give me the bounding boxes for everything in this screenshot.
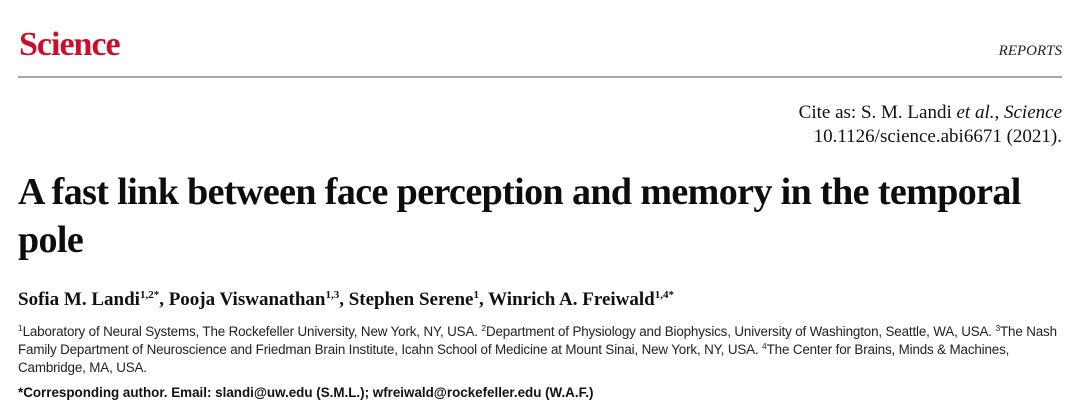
author-affiliation-marker: 1 [473,289,479,301]
citation-doi[interactable]: 10.1126/science.abi6671 (2021). [813,126,1062,147]
affiliation-text: The Nash Family Department of Neuroscience and Friedman Brain Institute, Icahn School of Medicine at Mount Sinai, New York, NY, USA. [18,324,1057,357]
journal-logo: Science [19,26,120,63]
author-separator: , [339,289,349,310]
affiliations [18,323,1064,377]
author-name: Stephen Serene [348,289,474,310]
article-title: A fast link between face perception and memory in the temporal pole [18,171,1021,261]
section-label: REPORTS [998,43,1062,59]
corresponding-author: *Corresponding author. Email: slandi@uw.edu (S.M.L.); wfreiwald@rockefeller.edu (W.A.F.) [18,385,594,400]
author-separator: , [478,289,489,310]
affiliation-text: Department of Physiology and Biophysics, University of Washington, Seattle, WA, USA. [485,324,996,339]
citation-prefix: Cite as: S. M. Landi [798,102,957,123]
author-list [18,288,674,312]
author-name: Pooja Viswanathan [168,289,326,310]
affiliation-marker: 2 [481,323,486,333]
affiliation-marker: 4 [762,341,767,351]
author[interactable] [18,289,159,310]
author[interactable] [488,289,674,310]
citation-block [799,101,1062,149]
author-name: Winrich A. Freiwald [488,289,655,310]
author-affiliation-marker: 1,4* [654,289,675,301]
page-header [18,22,1062,78]
affiliation-marker: 3 [995,323,1001,333]
author-separator: , [159,289,169,310]
author[interactable] [169,289,340,310]
citation-journal: Science [1003,102,1062,123]
citation-line [799,101,1062,125]
affiliation-text: Laboratory of Neural Systems, The Rockefeller University, New York, NY, USA. [22,324,482,339]
header-divider [18,76,1062,78]
author[interactable] [349,289,479,310]
author-affiliation-marker: 1,2* [139,289,160,301]
affiliation-marker: 1 [18,323,23,333]
affiliation-text: The Center for Brains, Minds & Machines, Cambridge, MA, USA. [18,342,1010,375]
author-name: Sofia M. Landi [18,289,140,310]
citation-et-al: et al. [956,102,995,123]
author-affiliation-marker: 1,3 [325,289,340,301]
citation-separator: , [994,102,1004,123]
